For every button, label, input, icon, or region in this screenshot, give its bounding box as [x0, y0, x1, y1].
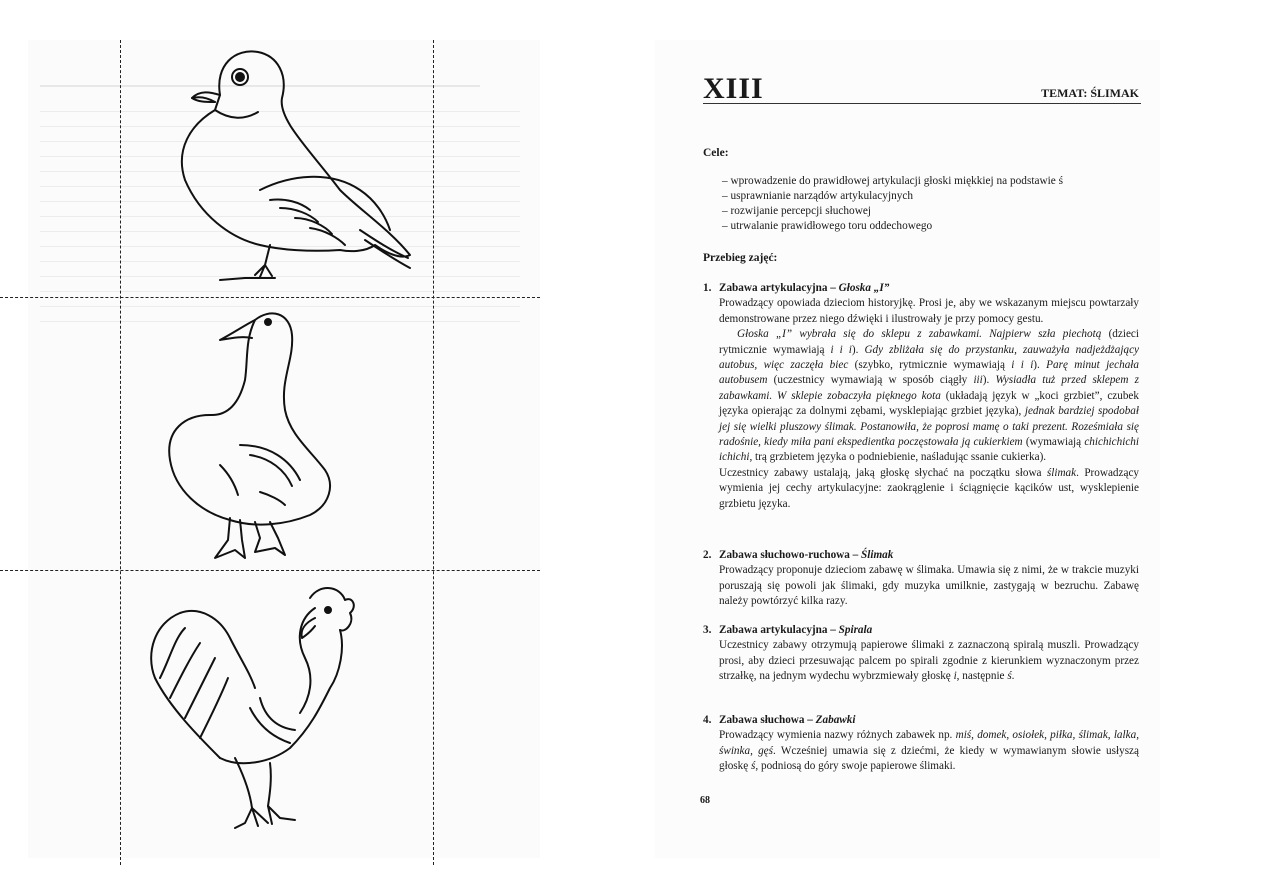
cut-line-vertical-left [120, 40, 121, 865]
section-1-intro: Prowadzący opowiada dzieciom historyjkę. Prosi je, aby we wskazanym miejscu powtarzały demonstrowane przez niego dźwięki i ilustrowały je przy pomocy gestu. [719, 297, 1139, 325]
text-run: . [1011, 670, 1015, 683]
italic-run: ślimak [1046, 466, 1077, 479]
section-1-outro [719, 466, 1139, 512]
section-3 [703, 623, 1139, 685]
italic-run: i i i [1011, 359, 1034, 372]
text-run: Uczestnicy zabawy ustalają, jaką głoskę słychać na początku słowa [719, 466, 1047, 479]
rooster-illustration [140, 578, 380, 838]
heading-rule [703, 103, 1141, 104]
section-4-body [703, 728, 1139, 774]
italic-run: i i i [830, 343, 852, 356]
italic-run: chichichichi ichichi [719, 436, 1139, 464]
text-run: . Wcześniej umawia się z dziećmi, że kiedy w wymawianym słowie usłyszą głoskę [719, 744, 1139, 773]
italic-run: iii [973, 374, 983, 387]
course-title: Przebieg zajęć: [703, 252, 778, 264]
italic-run: ś [1007, 670, 1012, 683]
text-run: Prowadzący wymienia nazwy różnych zabawek np. [719, 729, 956, 742]
text-run: , trą grzbietem języka o podniebienie, naśladując ssanie cukierka). [749, 451, 1047, 464]
cut-line-horizontal-bottom [0, 570, 540, 571]
italic-run: ś [751, 760, 756, 773]
goals-list [722, 174, 1063, 234]
text-run: ). [1033, 359, 1047, 372]
text-run: , następnie [956, 670, 1008, 683]
section-1 [703, 281, 1139, 512]
goal-item: – wprowadzenie do prawidłowej artykulacji głoski miękkiej na podstawie ś [722, 174, 1063, 189]
topic-heading: TEMAT: ŚLIMAK [1041, 86, 1139, 100]
text-run: (wymawiają [1022, 436, 1085, 449]
goal-item: – rozwijanie percepcji słuchowej [722, 204, 1063, 219]
page-number: 68 [700, 795, 710, 806]
section-1-heading: 1. Zabawa artykulacyjna – Głoska „I” [703, 282, 890, 294]
text-run: ). [851, 343, 865, 356]
italic-run: Wysiadła tuż przed sklepem z zabawkami. W sklepie zobaczyła pięknego kota [719, 374, 1139, 402]
text-run: (układają język w „koci grzbiet”, czubek języka opierając za dolnymi zębami, wysklepiając grzbiet języka), [719, 389, 1139, 418]
section-3-body [703, 638, 1139, 684]
section-4-heading: 4. Zabawa słuchowa – Zabawki [703, 714, 856, 726]
text-run: (uczestnicy wymawiają w sposób ciągły [767, 374, 974, 387]
text-run: (szybko, rytmicznie wymawiają [848, 359, 1012, 372]
italic-run: Parę minut jechała autobusem [719, 359, 1140, 387]
cut-line-vertical-right [433, 40, 434, 865]
text-run: . Prowadzący wymienia jej cechy artykulacyjne: zaokrąglenie i ściągnięcie kącików ust, wysklepienie grzbietu języka. [719, 466, 1139, 510]
italic-run: i [953, 670, 957, 683]
goal-item: – usprawnianie narządów artykulacyjnych [722, 189, 1063, 204]
italic-run: Głoska „I” wybrała się do sklepu z zabawkami. Najpierw szła piechotą [737, 328, 1102, 341]
goals-title: Cele: [703, 147, 729, 159]
section-1-story [719, 327, 1139, 466]
section-3-heading: 3. Zabawa artykulacyjna – Spirala [703, 624, 873, 636]
goose-illustration [160, 300, 350, 565]
cut-line-horizontal-top [0, 297, 540, 298]
text-run: , podniosą do góry swoje papierowe ślimaki. [755, 760, 956, 773]
section-2-heading: 2. Zabawa słuchowo-ruchowa – Ślimak [703, 549, 894, 561]
chapter-number: XIII [703, 72, 764, 105]
section-2-body: Prowadzący proponuje dzieciom zabawę w ślimaka. Umawia się z nimi, że w trakcie muzyki poruszają się powoli jak ślimaki, gdy muzyka umilknie, zastygają w bezruchu. Zabawę należy powtórzyć kilka razy. [719, 564, 1139, 608]
section-4 [703, 713, 1139, 775]
text-run: (dzieci rytmicznie wymawiają [719, 328, 1139, 356]
italic-run: miś, domek, osiołek, piłka, ślimak, lalka, świnka, gęś [719, 729, 1139, 757]
italic-run: Gdy zbliżała się do przystanku, zauważyła nadjeżdżający autobus, więc zaczęła biec [719, 343, 1140, 372]
pigeon-illustration [160, 40, 420, 290]
section-2 [703, 548, 1139, 610]
italic-run: jednak bardziej spodobał jej się wielki pluszowy ślimak. Postanowiła, że poprosi mamę o taki prezent. Roześmiała się radośnie, kiedy miła pani ekspedientka poczęstowała ją cukierkiem [719, 405, 1140, 449]
goal-item: – utrwalanie prawidłowego toru oddechowego [722, 219, 1063, 234]
text-run: Uczestnicy zabawy otrzymują papierowe ślimaki z zaznaczoną spiralą muszli. Prowadzący prosi, aby dzieci przesuwając palcem po spirali zgodnie z kierunkiem wyznaczonym przez strzałkę, na jednym wydechu wybrzmiewały głoskę [719, 639, 1139, 683]
text-run: ). [982, 374, 996, 387]
